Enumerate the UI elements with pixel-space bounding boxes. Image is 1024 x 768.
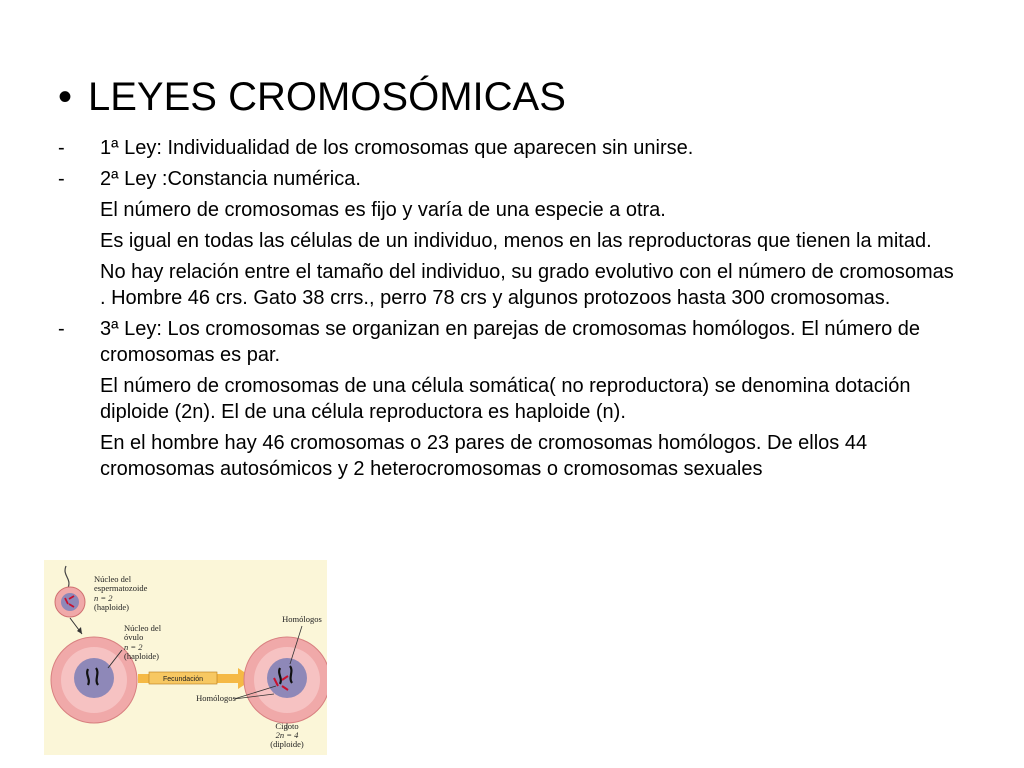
- law-1-item: [58, 135, 963, 161]
- fecundation-label: Fecundación: [162, 676, 204, 683]
- slide-body: [58, 135, 963, 487]
- item-text: 2ª Ley :Constancia numérica.: [100, 168, 361, 190]
- sperm-cell: [55, 566, 85, 617]
- law-2-detail-1: [58, 197, 963, 223]
- zygote-label-line-1: Cigoto: [275, 721, 299, 731]
- egg-label-line-3: n = 2: [124, 642, 143, 652]
- fertilization-diagram: [44, 560, 327, 755]
- zygote-label-line-3: (diploide): [270, 739, 304, 749]
- sperm-label-line-4: (haploide): [94, 602, 129, 612]
- zygote-label: [270, 721, 304, 749]
- title-bullet: •: [58, 75, 73, 119]
- fertilization-svg: [44, 560, 327, 755]
- homologs-bottom-label: Homólogos: [196, 693, 236, 703]
- zygote-label-line-2: 2n = 4: [275, 730, 299, 740]
- item-dash: -: [58, 318, 65, 340]
- law-3-detail-1: [58, 373, 963, 425]
- law-3-detail-2: [58, 430, 963, 482]
- slide-title: [58, 74, 566, 120]
- law-3-item: [58, 316, 963, 368]
- sperm-label: [94, 574, 148, 612]
- item-dash: -: [58, 168, 65, 190]
- egg-label-line-1: Núcleo del: [124, 623, 162, 633]
- law-2-detail-2: [58, 228, 963, 254]
- item-text: 1ª Ley: Individualidad de los cromosomas que aparecen sin unirse.: [100, 137, 694, 159]
- homologs-top-label: Homólogos: [282, 614, 322, 624]
- item-text: Es igual en todas las células de un individuo, menos en las reproductoras que tienen la mitad.: [100, 230, 932, 252]
- item-text: El número de cromosomas de una célula somática( no reproductora) se denomina dotación diploide (2n). El de una célula reproductora es haploide (n).: [100, 375, 911, 423]
- law-2-detail-3: [58, 259, 963, 311]
- item-text: No hay relación entre el tamaño del individuo, su grado evolutivo con el número de cromosomas . Hombre 46 crs. Gato 38 crrs., perro 78 crs y algunos protozoos hasta 300 cromosomas.: [100, 261, 954, 309]
- sperm-label-line-2: espermatozoide: [94, 583, 148, 593]
- title-text: LEYES CROMOSÓMICAS: [88, 75, 566, 119]
- zygote-cell: [244, 637, 327, 723]
- egg-label: [124, 623, 162, 661]
- item-dash: -: [58, 137, 65, 159]
- egg-label-line-4: (haploide): [124, 651, 159, 661]
- fecundation-arrow: [138, 668, 254, 689]
- item-text: En el hombre hay 46 cromosomas o 23 pares de cromosomas homólogos. De ellos 44 cromosomas autosómicos y 2 heterocromosomas o cromosomas sexuales: [100, 432, 868, 480]
- egg-label-line-2: óvulo: [124, 632, 144, 642]
- sperm-label-line-1: Núcleo del: [94, 574, 132, 584]
- sperm-label-line-3: n = 2: [94, 593, 113, 603]
- item-text: 3ª Ley: Los cromosomas se organizan en parejas de cromosomas homólogos. El número de cromosomas es par.: [100, 318, 921, 366]
- law-2-item: [58, 166, 963, 192]
- item-text: El número de cromosomas es fijo y varía de una especie a otra.: [100, 199, 666, 221]
